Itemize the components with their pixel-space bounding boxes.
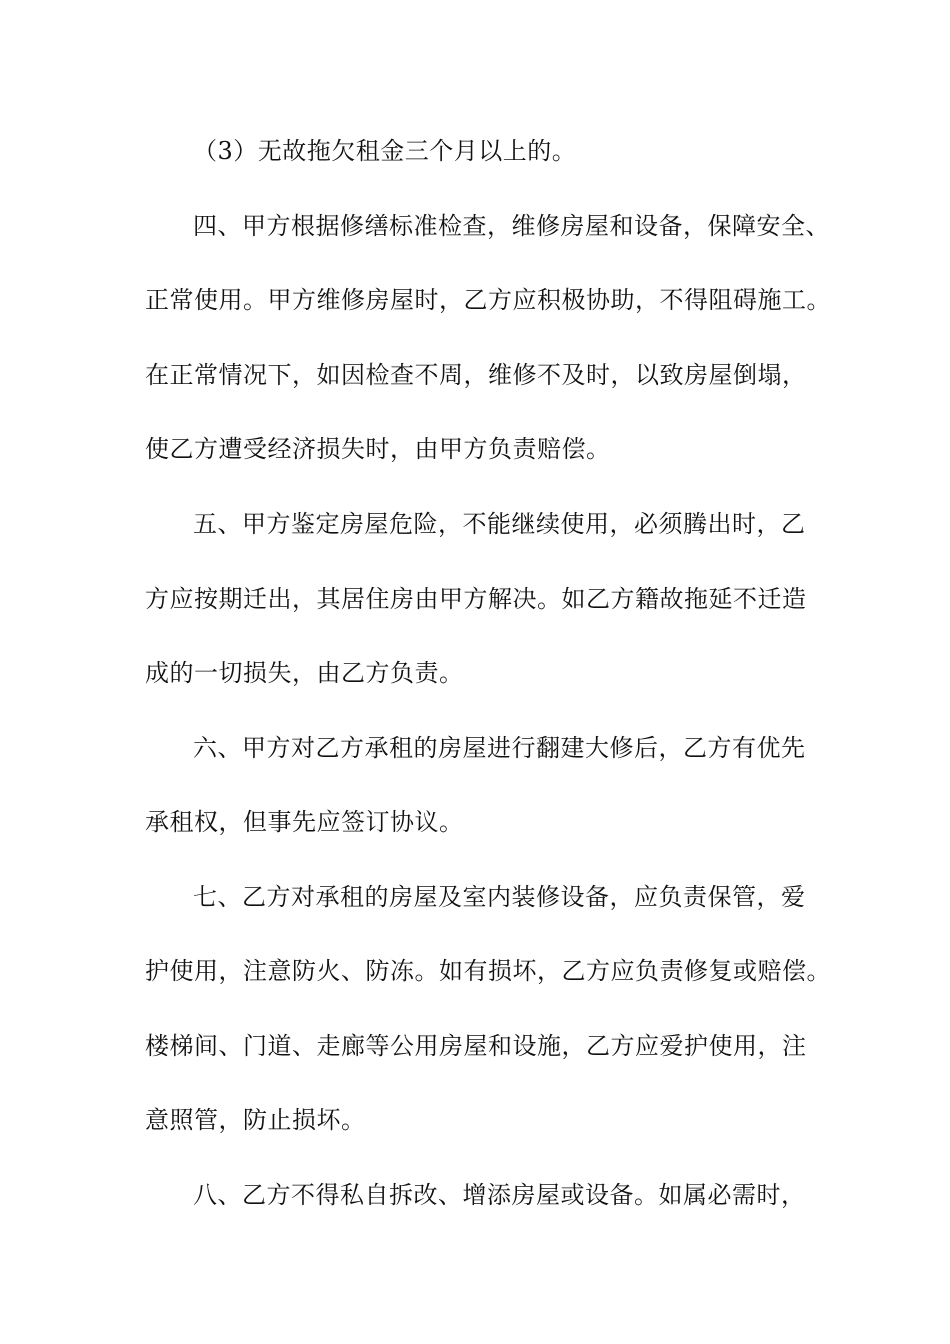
paragraph-line: 护使用，注意防火、防冻。如有损坏，乙方应负责修复或赔偿。 — [145, 957, 831, 985]
paragraph-line: 六、甲方对乙方承租的房屋进行翻建大修后，乙方有优先 — [193, 734, 806, 762]
paragraph-line: 成的一切损失，由乙方负责。 — [145, 659, 464, 687]
paragraph-line: 八、乙方不得私自拆改、增添房屋或设备。如属必需时， — [193, 1181, 806, 1209]
paragraph-line: 方应按期迁出，其居住房由甲方解决。如乙方籍故拖延不迁造 — [145, 585, 807, 613]
paragraph-line: 承租权，但事先应签订协议。 — [145, 808, 464, 836]
paragraph-line: 在正常情况下，如因检查不周，维修不及时，以致房屋倒塌， — [145, 361, 807, 389]
paragraph-line: 四、甲方根据修缮标准检查，维修房屋和设备，保障安全、 — [193, 212, 830, 240]
paragraph-line: （3）无故拖欠租金三个月以上的。 — [193, 137, 577, 165]
paragraph-line: 七、乙方对承租的房屋及室内装修设备，应负责保管，爱 — [193, 883, 806, 911]
paragraph-line: 五、甲方鉴定房屋危险，不能继续使用，必须腾出时，乙 — [193, 510, 806, 538]
paragraph-line: 使乙方遭受经济损失时，由甲方负责赔偿。 — [145, 435, 611, 463]
paragraph-line: 意照管，防止损坏。 — [145, 1106, 366, 1134]
paragraph-line: 楼梯间、门道、走廊等公用房屋和设施，乙方应爱护使用，注 — [145, 1032, 807, 1060]
paragraph-line: 正常使用。甲方维修房屋时，乙方应积极协助，不得阻碍施工。 — [145, 286, 831, 314]
